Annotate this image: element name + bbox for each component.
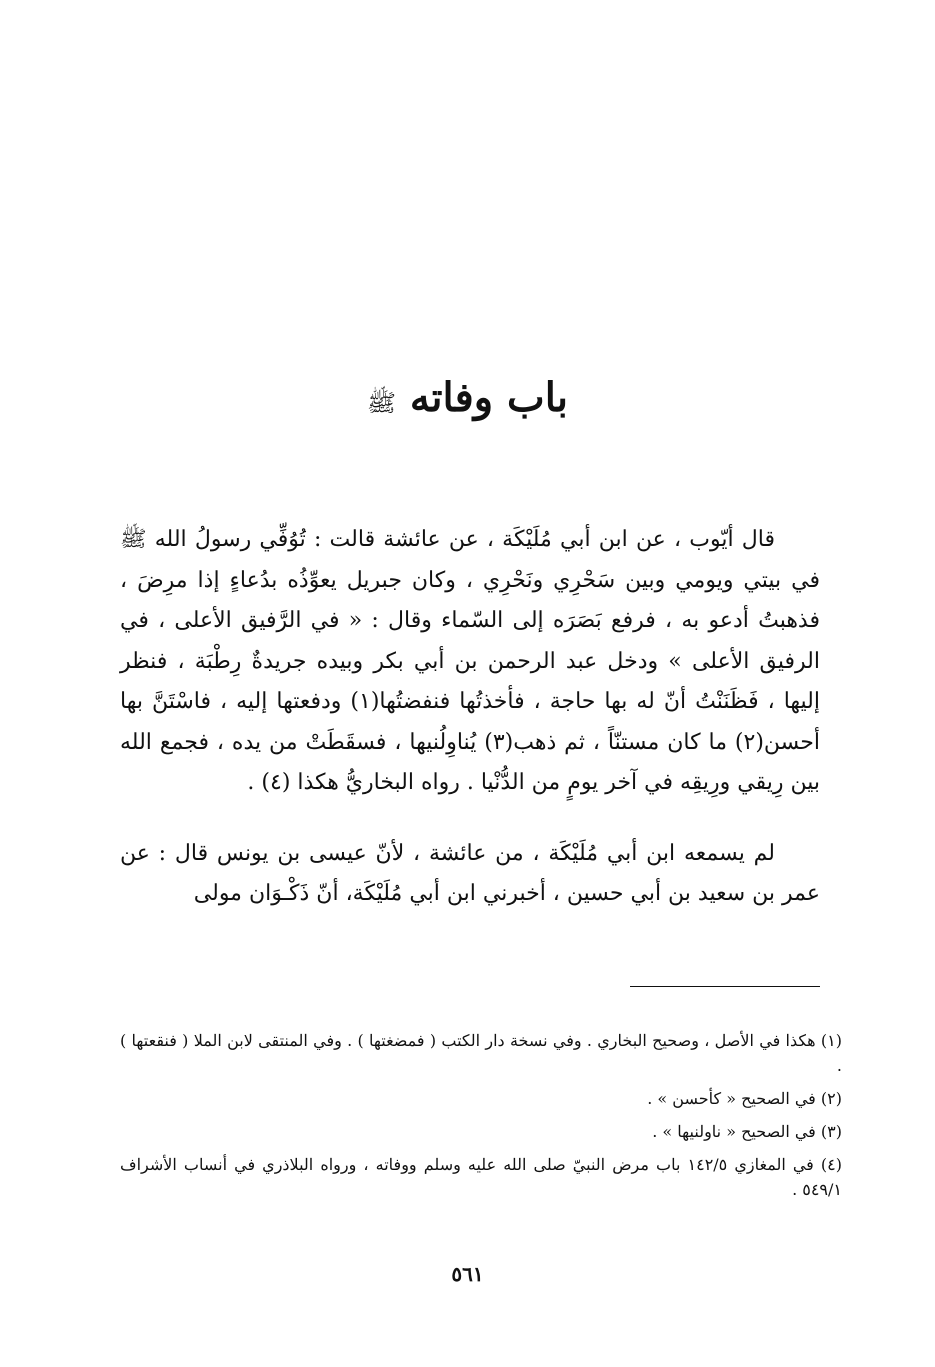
footnote-4: (٤) في المغازي ١٤٢/٥ باب مرض النبيّ صلى الله عليه وسلم ووفاته ، ورواه البلاذري في أنساب الأشراف ٥٤٩/١ . [120,1155,842,1199]
footnotes [120,1028,842,1210]
chapter-title-text: باب وفاته [409,374,569,421]
footnote-2: (٢) في الصحيح « كأحسن » . [647,1089,842,1108]
paragraph-2: لم يسمعه ابن أبي مُلَيْكَة ، من عائشة ، لأنّ عيسى بن يونس قال : عن عمر بن سعيد بن أبي حسين ، أخبرني ابن أبي مُلَيْكَة، أنّ ذَكْـوَان مولى [120,840,820,906]
footnote-3: (٣) في الصحيح « ناولنيها » . [652,1122,842,1141]
footnote-divider [630,986,820,987]
footnote-1: (١) هكذا في الأصل ، وصحيح البخاري . وفي نسخة دار الكتب ( فمضغتها ) . وفي المنتقى لابن الملا ( فنقعتها ) . [120,1031,842,1075]
chapter-title [0,368,935,433]
honorific-ligature-icon: ﷺ [366,389,396,417]
main-text [120,520,820,915]
page-number: ٥٦١ [451,1262,484,1286]
paragraph-1: قال أيّوب ، عن ابن أبي مُلَيْكَة ، عن عائشة قالت : تُوُفِّي رسولُ الله ﷺ في بيتي ويومي وبين سَحْرِي ونَحْرِي ، وكان جبريل يعوِّذُه بدُعاءٍ إذا مرِضَ ، فذهبتُ أدعو به ، فرفع بَصَرَه إلى السّماء وقال : « في الرَّفيق الأعلى ، في الرفيق الأعلى » ودخل عبد الرحمن بن أبي بكر وبيده جريدةٌ رِطْبَة ، فنظر إليها ، فَظَنَنْتُ أنّ له بها حاجة ، فأخذتُها فنفضتُها(١) ودفعتها إليه ، فاسْتَنَّ بها أحسن(٢) ما كان مستنّاً ، ثم ذهب(٣) يُناوِلُنيها ، فسقَطَتْ من يده ، فجمع الله بين رِيقي ورِيقِه في آخر يومٍ من الدُّنْيا . رواه البخاريُّ هكذا (٤) . [120,527,821,795]
